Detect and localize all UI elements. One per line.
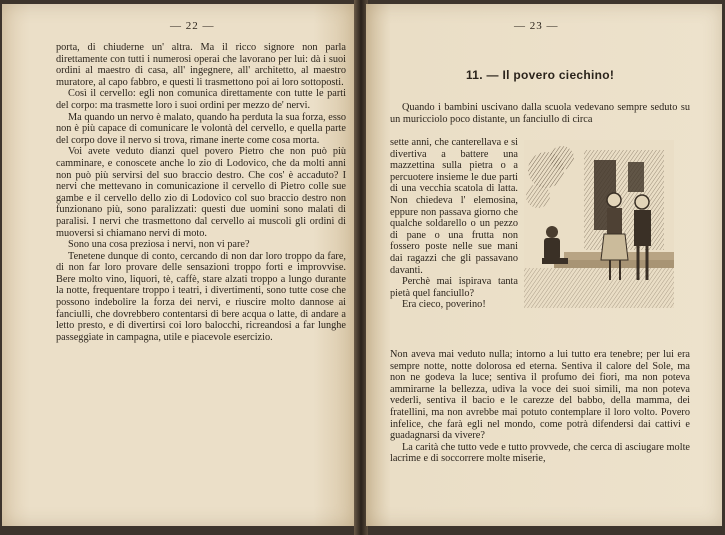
- left-page-text: [56, 42, 346, 343]
- paragraph: Era cieco, poverino!: [402, 299, 486, 311]
- paragraph: porta, di chiuderne un' altra. Ma il ricco signore non parla direttamente con tutti i numerosi operai che lavorano per lui: dà i suoi ordini al maestro di casa, all' ingegnere, all' architetto, al maestro muratore, al capo fabbro, e questi li trasmettono poi ai loro sottoposti.: [56, 42, 346, 88]
- paragraph: Perchè mai ispirava tanta pietà quel fanciullo?: [390, 276, 518, 299]
- paragraph: Tenetene dunque di conto, cercando di non dar loro troppo da fare, di non far loro provare delle sensazioni troppo forti e improvvise. Bere molto vino, liquori, tè, caffè, stare alzati troppo a lungo durante la notte, frequentare troppo i teatri, i divertimenti, sono tutte cose che possono indebolire la forza dei nervi, e riuscire molto dannose ai fanciulli, che dovrebbero contentarsi di bere acqua o latte, di andare a letto presto, e di divertirsi coi loro balocchi, ricreandosi a far lunghe passeggiate in campagna, utile e piacevole esercizio.: [56, 250, 346, 343]
- paragraph: Sono una cosa preziosa i nervi, non vi pare?: [68, 239, 250, 251]
- paragraph: Così il cervello: egli non comunica direttamente con tutte le parti del corpo: ma trasmette loro i suoi ordini per mezzo de' nervi.: [56, 88, 346, 111]
- page-number-right: — 23 —: [514, 20, 559, 32]
- page-number-left: — 22 —: [170, 20, 215, 32]
- engraving-illustration: [524, 140, 674, 308]
- left-page: [2, 4, 356, 526]
- paragraph: La carità che tutto vede e tutto provvede, che cerca di asciugare molte lacrime e di soccorrere molte miserie,: [390, 441, 690, 465]
- right-page-opening-line: [390, 102, 690, 125]
- paragraph: Ma quando un nervo è malato, quando ha perduta la sua forza, esso non è più capace di comunicare le volontà del cervello, e quella parte del corpo dove il nervo si trova, rimane inerte come cosa morta.: [56, 111, 346, 146]
- paragraph: Quando i bambini uscivano dalla scuola vedevano sempre seduto su un muricciolo poco distante, un fanciullo di circa: [390, 102, 690, 125]
- right-page-bottom-text: [390, 349, 690, 465]
- right-page: [366, 4, 722, 526]
- paragraph: Voi avete veduto dianzi quel povero Pietro che non può più camminare, e conoscete anche lo zio di Lodovico, che da molti anni non può più servirsi del suo braccio destro. Che cos' è accaduto? I nervi che mettevano in comunicazione il cervello di Pietro colle sue gambe e il cervello dello zio di Lodovico col suo braccio destro non funzionano più, sono paralizzati: questi due uomini sono malati di paralisi. I nervi che trasmettono dal cervello ai muscoli gli ordini di muoversi si chiamano nervi di moto.: [56, 146, 346, 239]
- paragraph: Non aveva mai veduto nulla; intorno a lui tutto era tenebre; per lui era sempre notte, notte dolorosa ed eterna. Sentiva il calore del Sole, ma non ne godeva la luce; sentiva il profumo dei fiori, ma non poteva ammirarne la bellezza, udiva la voce dei suoi simili, ma non poteva vederli, sentiva il bacio e le carezze del babbo, della mamma, dei fratellini, ma non avrebbe mai potuto contemplare il loro volto. Povero infelice, che farà egli nel mondo, come potrà difendersi dai cattivi e guadagnarsi da vivere?: [390, 349, 690, 442]
- paragraph: sette anni, che canterellava e si divertiva a battere una mazzettina sulla pietra o a percuotere insieme le due parti di una vecchia scatola di latta. Non chiedeva l' elemosina, eppure non passava giorno che qualche soldarello o un pezzo di pane o una frutta non fossero poste nelle sue mani dai ragazzi che gli passavano davanti.: [390, 137, 518, 276]
- chapter-title: 11. — Il povero ciechino!: [466, 68, 615, 82]
- right-page-wrapped-text: [390, 137, 518, 311]
